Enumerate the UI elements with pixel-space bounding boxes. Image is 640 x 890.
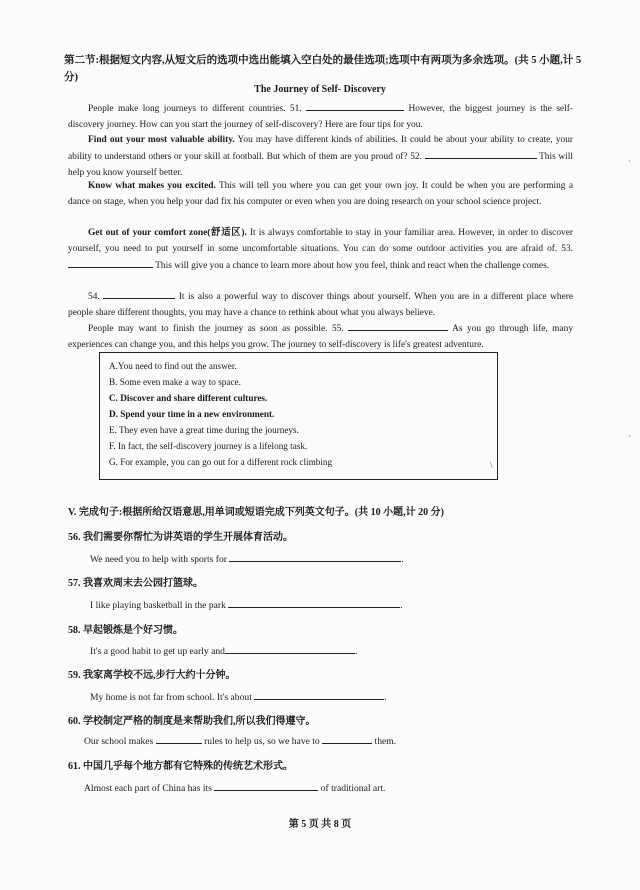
- p4-text-b: This will give you a chance to learn more about how you feel, think and react when the challenge comes.: [155, 261, 550, 271]
- q60-chinese: 60. 学校制定严格的制度是来帮助我们,所以我们得遵守。: [68, 716, 316, 727]
- paragraph-3: [68, 178, 573, 210]
- blank-54[interactable]: [103, 288, 175, 299]
- p2-text-a: You may have different kinds of abilities. It could be about your ability to create, your ability to understand others or your skill at football. But which of them are you proud of? 52.: [68, 135, 574, 162]
- blank-55[interactable]: [348, 320, 448, 331]
- q58-english: [90, 643, 357, 657]
- blank-53[interactable]: [68, 257, 153, 268]
- q56-end: .: [401, 554, 404, 565]
- p1-text-a: People make long journeys to different countries. 51.: [88, 104, 302, 114]
- option-b: B. Some even make a way to space.: [109, 377, 241, 387]
- margin-mark: ˋ: [628, 160, 632, 171]
- paragraph-5: [68, 288, 573, 321]
- q61-text-b: of traditional art.: [320, 783, 386, 794]
- q60-text-b: rules to help us, so we have to: [204, 736, 320, 747]
- q57-end: .: [400, 600, 403, 611]
- q61-english: [84, 780, 385, 794]
- p3-tip: Know what makes you excited.: [88, 181, 216, 191]
- p2-text-b: This will help you know yourself better.: [68, 152, 573, 178]
- q59-blank[interactable]: [254, 689, 384, 700]
- section2-heading: 第二节:根据短文内容,从短文后的选项中选出能填入空白处的最佳选项;选项中有两项为多余选项。(共 5 小题,计 5 分): [64, 55, 582, 83]
- p3-text-a: This will tell you where you can get your own joy. It could be when you are performing a dance on stage, when you help your dad fix his computer or even when you are doing research on your school science project.: [68, 181, 573, 207]
- p2-tip: Find out your most valuable ability.: [88, 135, 235, 145]
- option-a: A.You need to find out the answer.: [109, 361, 237, 371]
- q61-blank[interactable]: [214, 780, 318, 791]
- p6-text-a: People may want to finish the journey as soon as possible. 55.: [88, 324, 344, 334]
- q61-text-a: Almost each part of China has its: [84, 783, 212, 794]
- paragraph-4: [68, 225, 573, 274]
- q58-end: .: [354, 646, 358, 657]
- p5-text-b: It is also a powerful way to discover things about yourself. When you are in a different place where people share different thoughts, you may have a chance to rethink about what you always believe.: [68, 292, 574, 318]
- passage-title: The Journey of Self- Discovery: [254, 84, 386, 95]
- q59-chinese: 59. 我家离学校不远,步行大约十分钟。: [68, 670, 236, 681]
- q56-english: [90, 551, 404, 565]
- margin-mark: ˋ: [628, 435, 632, 446]
- q58-blank[interactable]: [225, 643, 355, 654]
- q60-english: [84, 733, 396, 747]
- option-g: G. For example, you can go out for a different rock climbing: [109, 457, 333, 467]
- paragraph-2: [68, 132, 573, 181]
- blank-51[interactable]: [306, 100, 404, 111]
- q57-blank[interactable]: [228, 597, 400, 608]
- option-d: D. Spend your time in a new environment.: [109, 409, 275, 419]
- q56-text: We need you to help with sports for: [90, 554, 227, 565]
- p4-tip: Get out of your comfort zone(舒适区).: [88, 228, 247, 238]
- paragraph-1: [68, 100, 573, 133]
- p4-text-a: It is always comfortable to stay in your familiar area. However, in order to discover yourself, you need to put yourself in some uncomfortable situations. You can do some outdoor activities you are afraid of. 53.: [68, 228, 573, 254]
- q59-end: .: [384, 692, 387, 703]
- q61-chinese: 61. 中国几乎每个地方都有它特殊的传统艺术形式。: [68, 761, 293, 772]
- section5-heading: V. 完成句子:根据所给汉语意思,用单词或短语完成下列英文句子。(共 10 小题,计 20 分): [68, 507, 444, 518]
- q59-text: My home is not far from school. It's about: [90, 692, 252, 703]
- p5-text-a: 54.: [88, 292, 100, 302]
- q57-chinese: 57. 我喜欢周末去公园打篮球。: [68, 578, 203, 589]
- q56-blank[interactable]: [229, 551, 401, 562]
- q60-blank-1[interactable]: [156, 733, 202, 744]
- q60-text-a: Our school makes: [84, 736, 154, 747]
- option-c: C. Discover and share different cultures.: [109, 393, 268, 403]
- q59-english: [90, 689, 387, 703]
- q58-text: It's a good habit to get up early and: [90, 646, 225, 657]
- p1-text-b: However, the biggest journey is the self-discovery journey. How can you start the journey of self-discovery? Here are four tips for you.: [68, 104, 573, 130]
- paragraph-6: [68, 320, 573, 353]
- q60-text-c: them.: [374, 736, 397, 747]
- page-footer: 第 5 页 共 8 页: [288, 819, 352, 830]
- q56-chinese: 56. 我们需要你帮忙为讲英语的学生开展体育活动。: [68, 532, 293, 543]
- p6-text-b: As you go through life, many experiences can change you, and this helps you grow. The journey to self-discovery is life's greatest adventure.: [68, 324, 574, 350]
- q58-chinese: 58. 早起锻炼是个好习惯。: [68, 625, 183, 636]
- option-e: E. They even have a great time during the journeys.: [109, 425, 299, 435]
- options-box: [99, 352, 498, 480]
- q57-text: I like playing basketball in the park: [90, 600, 226, 611]
- q60-blank-2[interactable]: [322, 733, 372, 744]
- option-f: F. In fact, the self-discovery journey is a lifelong task.: [109, 441, 308, 451]
- margin-mark: \: [490, 460, 493, 470]
- q57-english: [90, 597, 403, 611]
- blank-52[interactable]: [425, 148, 537, 159]
